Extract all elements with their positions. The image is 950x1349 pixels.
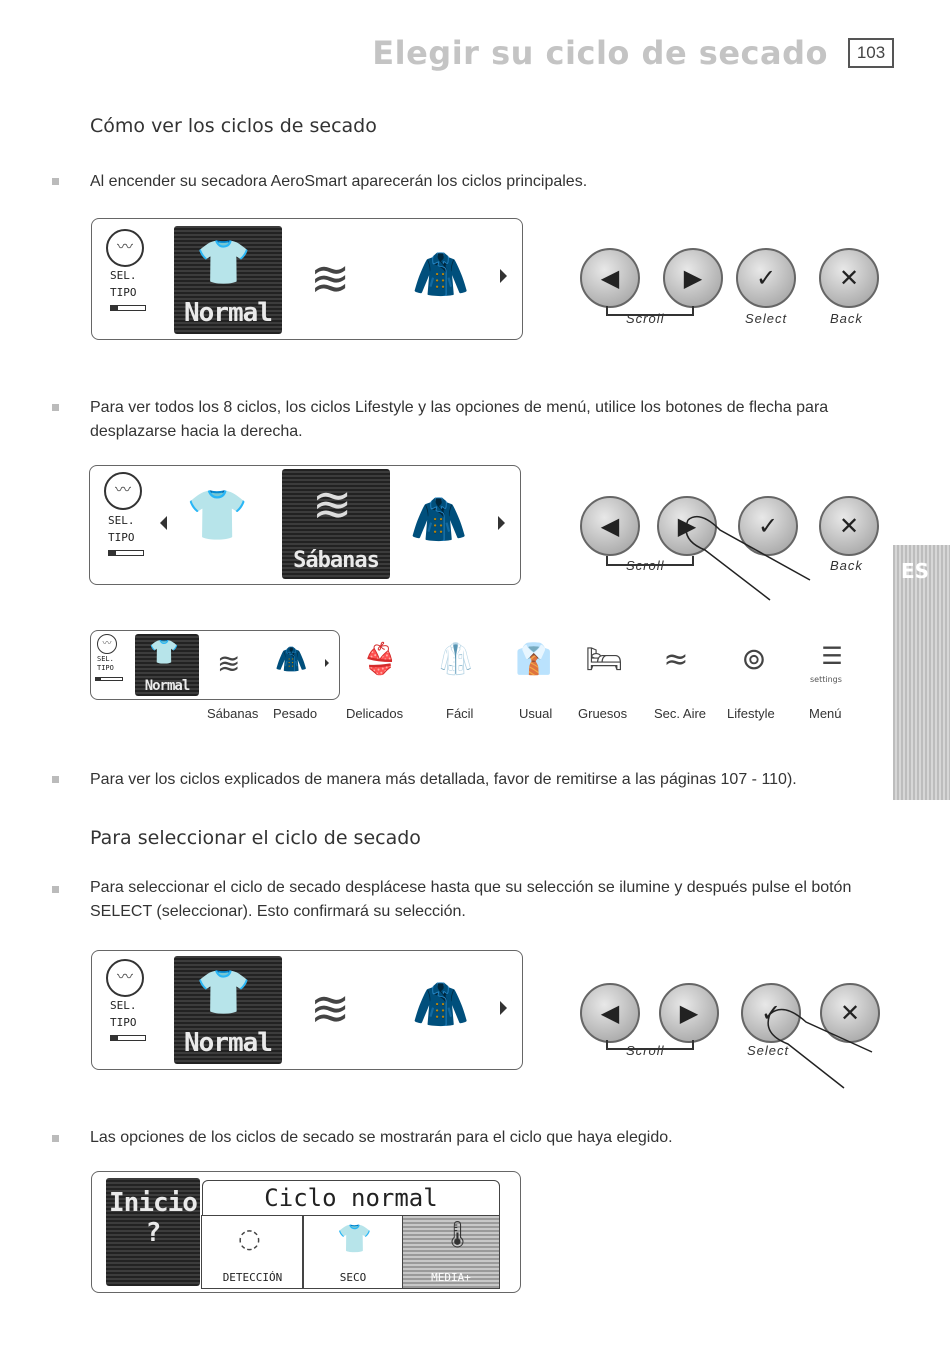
delicates-icon: 👙: [361, 642, 399, 677]
lifestyle-label-delicados: Delicados: [346, 706, 404, 721]
dryer-mode-icon: 〰: [97, 634, 117, 654]
scroll-label: Scroll: [626, 311, 665, 326]
menu-icon: ☰: [821, 642, 843, 670]
sel-tipo-label: SEL. TIPO: [108, 514, 135, 544]
sheets-icon: ≋: [312, 477, 353, 533]
arrow-right-icon: ▶: [683, 264, 703, 292]
selection-bar: [110, 1035, 146, 1041]
heavy-clothes-icon: 🧥: [410, 492, 468, 546]
option-seco[interactable]: 👕 SECO: [302, 1215, 404, 1289]
scroll-right-arrow-icon: [498, 516, 505, 530]
paragraph: Las opciones de los ciclos de secado se mostrarán para el ciclo que haya elegido.: [90, 1129, 673, 1146]
option-deteccion[interactable]: ◌ DETECCIÓN: [201, 1215, 304, 1289]
display-panel-normal: [91, 218, 523, 340]
back-button[interactable]: [819, 496, 879, 556]
heavy-clothes-icon: 🧥: [412, 977, 470, 1031]
shirts-icon: 👕: [196, 967, 251, 1018]
scroll-right-arrow-icon: [500, 269, 507, 283]
arrow-right-icon: ▶: [677, 512, 697, 540]
section-heading-view-cycles: Cómo ver los ciclos de secado: [90, 115, 377, 137]
check-icon: ✓: [757, 512, 779, 540]
close-icon: ✕: [839, 999, 861, 1027]
scroll-left-arrow-icon: [160, 516, 167, 530]
back-label: Back: [830, 558, 863, 573]
start-tile[interactable]: Inicio ?: [106, 1178, 200, 1286]
arrow-left-icon: ◀: [600, 264, 620, 292]
close-icon: ✕: [838, 264, 860, 292]
lifestyle-icon: ⊚: [741, 642, 767, 677]
dryer-mode-icon: 〰: [104, 472, 142, 510]
scroll-label: Scroll: [626, 1043, 665, 1058]
arrow-left-icon: ◀: [600, 512, 620, 540]
option-media-plus[interactable]: 🌡 MEDIA+: [402, 1215, 500, 1289]
sheets-icon: ≋: [310, 251, 351, 307]
lifestyle-label-gruesos: Gruesos: [578, 706, 628, 721]
page-number: 103: [848, 38, 894, 68]
heavy-clothes-icon: 🧥: [412, 247, 470, 301]
cycle-tile-sabanas[interactable]: ≋ Sábanas: [282, 469, 390, 579]
select-label: Select: [747, 1043, 790, 1058]
lifestyle-label-pesado: Pesado: [273, 706, 318, 721]
selection-bar: [95, 677, 123, 681]
shirts-icon: 👕: [149, 638, 179, 666]
everyday-icon: 👔: [515, 642, 553, 677]
dryer-mode-icon: 〰: [106, 229, 144, 267]
shirts-icon: 👕: [186, 486, 249, 544]
check-icon: ✓: [760, 999, 782, 1027]
settings-label: settings: [810, 675, 842, 684]
back-label: Back: [830, 311, 863, 326]
sensor-icon: ◌: [238, 1224, 261, 1254]
lifestyle-label-menu: Menú: [809, 706, 842, 721]
select-button[interactable]: [736, 248, 796, 308]
paragraph: Para ver los ciclos explicados de manera más detallada, favor de remitirse a las páginas 107 - 110).: [90, 771, 797, 788]
selection-bar: [108, 550, 144, 556]
cycle-tile-normal[interactable]: 👕 Normal: [174, 226, 282, 334]
paragraph: Para seleccionar el ciclo de secado desplácese hasta que su selección se ilumine y después pulse el botón SELECT (seleccionar). Esto confirmará su selección.: [90, 879, 852, 920]
scroll-right-arrow-icon: [325, 659, 329, 667]
shirt-icon: 👕: [337, 1222, 372, 1255]
pointing-finger-icon: [760, 1000, 880, 1095]
page-title: Elegir su ciclo de secado: [372, 34, 828, 72]
heavy-clothes-icon: 🧥: [275, 645, 308, 675]
close-icon: ✕: [838, 512, 860, 540]
air-dry-icon: ≈: [663, 642, 689, 677]
sheets-icon: ≋: [310, 981, 351, 1037]
display-panel-sabanas: [89, 465, 521, 585]
scroll-left-button[interactable]: [580, 248, 640, 308]
lifestyle-label-sabanas: Sábanas: [207, 706, 259, 721]
bullet: [52, 776, 59, 783]
mini-display-panel: [90, 630, 340, 700]
sheets-icon: ≋: [217, 647, 241, 680]
thermometer-icon: 🌡: [441, 1220, 475, 1250]
easy-care-icon: 🥼: [437, 642, 475, 677]
display-panel-normal-select: [91, 950, 523, 1070]
lifestyle-label-usual: Usual: [519, 706, 553, 721]
language-tab: ES: [893, 545, 950, 800]
cycle-tile-normal[interactable]: 👕 Normal: [174, 956, 282, 1064]
bullet: [52, 1135, 59, 1142]
cycle-title: Ciclo normal: [202, 1180, 500, 1216]
scroll-left-button[interactable]: [580, 983, 640, 1043]
shirts-icon: 👕: [196, 237, 251, 288]
section-heading-select-cycle: Para seleccionar el ciclo de secado: [90, 827, 421, 849]
scroll-left-button[interactable]: [580, 496, 640, 556]
arrow-right-icon: ▶: [679, 999, 699, 1027]
bullet: [52, 178, 59, 185]
lifestyle-label-sec-aire: Sec. Aire: [654, 706, 707, 721]
scroll-right-button[interactable]: [663, 248, 723, 308]
back-button[interactable]: [819, 248, 879, 308]
select-label: Select: [745, 311, 788, 326]
pointing-finger-icon: [680, 510, 820, 610]
lifestyle-label-lifestyle: Lifestyle: [727, 706, 775, 721]
selection-bar: [110, 305, 146, 311]
sel-tipo-label: SEL. TIPO: [110, 999, 137, 1029]
bullet: [52, 886, 59, 893]
sel-tipo-label: SEL. TIPO: [110, 269, 137, 299]
lifestyle-label-facil: Fácil: [446, 706, 474, 721]
dryer-mode-icon: 〰: [106, 959, 144, 997]
scroll-right-button[interactable]: [659, 983, 719, 1043]
scroll-right-arrow-icon: [500, 1001, 507, 1015]
arrow-left-icon: ◀: [600, 999, 620, 1027]
paragraph: Para ver todos los 8 ciclos, los ciclos Lifestyle y las opciones de menú, utilice los botones de flecha para desplazarse hacia la derecha.: [90, 399, 829, 440]
bulky-icon: 🛏: [584, 642, 624, 677]
paragraph: Al encender su secadora AeroSmart aparecerán los ciclos principales.: [90, 173, 588, 190]
sel-tipo-label: SEL. TIPO: [97, 655, 114, 672]
bullet: [52, 404, 59, 411]
check-icon: ✓: [755, 264, 777, 292]
cycle-tile-normal-mini[interactable]: 👕 Normal: [135, 634, 199, 696]
scroll-label: Scroll: [626, 558, 665, 573]
